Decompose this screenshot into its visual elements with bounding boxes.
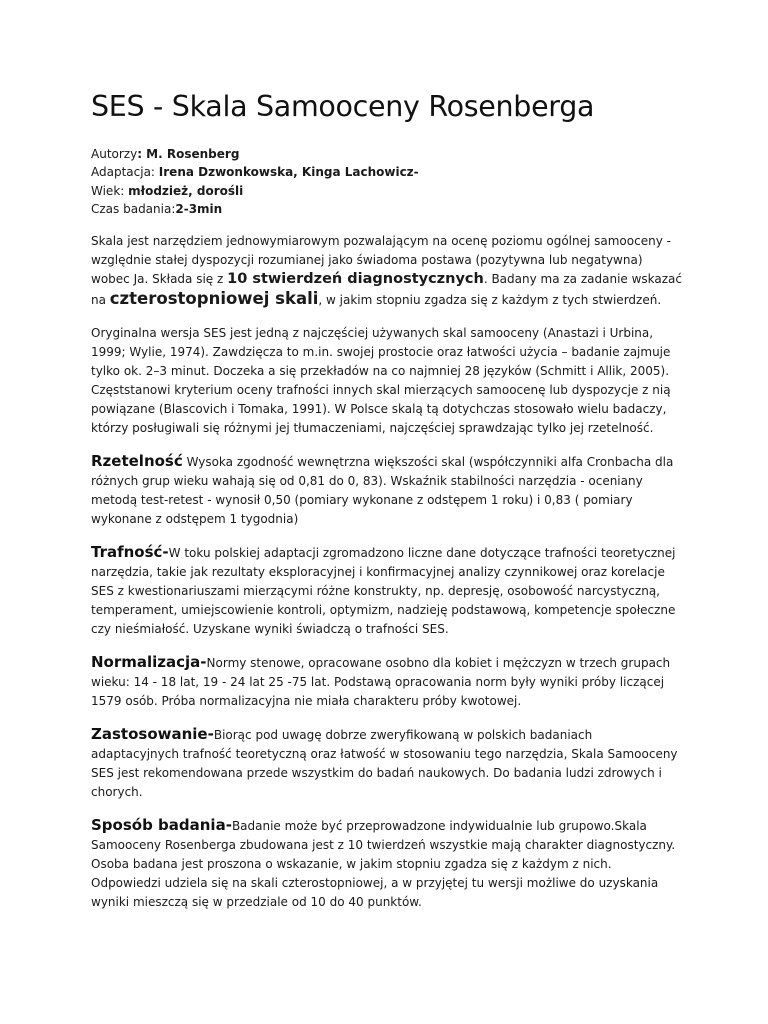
age-label: Wiek: bbox=[91, 183, 129, 198]
intro-text-2: . Badany ma za zadanie wskazać na bbox=[91, 271, 683, 307]
norms-text: Normy stenowe, opracowane osobno dla kobiet i mężczyzn w trzech grupach wieku: 14 - 18 lat, 19 - 24 lat 25 -75 lat. Podstawą opracowania norm były wyniki próby liczącej 1579 osób. Próba normalizacyjna nie miała charakteru próby kwotowej. bbox=[91, 655, 671, 708]
validity-section bbox=[91, 543, 683, 639]
authors-value: : M. Rosenberg bbox=[137, 147, 240, 161]
procedure-section bbox=[91, 816, 683, 912]
application-section bbox=[91, 725, 683, 802]
metadata-block bbox=[91, 145, 683, 219]
reliability-text: Wysoka zgodność wewnętrzna większości skal (współczynniki alfa Cronbacha dla różnych grup wieku wahają się od 0,81 do 0, 83). Wskaźnik stabilności narzędzia - oceniany metodą test-retest - wynosił 0,50 (pomiary wykonane z odstępem 1 roku) i 0,83 ( pomiary wykonane z odstępem 1 tygodnia) bbox=[91, 454, 674, 526]
intro-highlight-scale: czterostopniowej skali bbox=[109, 288, 319, 308]
validity-text: W toku polskiej adaptacji zgromadzono liczne dane dotyczące trafności teoretycznej narzędzia, takie jak rezultaty eksploracyjnej i konfirmacyjnej analizy czynnikowej oraz korelacje SES z kwestionariuszami mierzącymi różne konstrukty, np. depresję, osobowość narcystyczną, temperament, umiejscowienie kontroli, optymizm, nadzieję podstawową, kompetencje społeczne czy nieśmiałość. Uzyskane wyniki świadczą o trafności SES. bbox=[91, 545, 676, 636]
norms-section bbox=[91, 653, 683, 711]
adaptation-label: Adaptacja: bbox=[91, 165, 159, 180]
time-line bbox=[91, 200, 683, 218]
authors-label: Autorzy bbox=[91, 147, 138, 161]
procedure-text: Badanie może być przeprowadzone indywidualnie lub grupowo.Skala Samooceny Rosenberga zbudowana jest z 10 twierdzeń wszystkie mają charakter diagnostyczny. Osoba badana jest proszona o wskazanie, w jakim stopniu zgadza się z każdym z nich. Odpowiedzi udziela się na skali czterostopniowej, a w przyjętej tu wersji możliwe do uzyskania wyniki mieszczą się w przedziale od 10 do 40 punktów. bbox=[91, 818, 676, 909]
age-value: młodzież, dorośli bbox=[128, 183, 244, 198]
application-heading: Zastosowanie- bbox=[91, 724, 214, 743]
time-value: 2-3min bbox=[175, 202, 223, 217]
intro-text-3: , w jakim stopniu zgadza się z każdym z tych stwierdzeń. bbox=[318, 292, 662, 307]
adaptation-line bbox=[91, 163, 683, 181]
reliability-heading: Rzetelność bbox=[91, 451, 183, 470]
validity-heading: Trafność- bbox=[91, 542, 169, 561]
time-label: Czas badania: bbox=[91, 202, 176, 217]
norms-heading: Normalizacja- bbox=[91, 652, 207, 671]
reliability-section bbox=[91, 452, 683, 529]
document-page bbox=[91, 88, 683, 912]
application-text: Biorąc pod uwagę dobrze zweryfikowaną w polskich badaniach adaptacyjnych trafność teoretyczną oraz łatwość w stosowaniu tego narzędzia, Skala Samooceny SES jest rekomendowana przede wszystkim do badań naukowych. Do badania ludzi zdrowych i chorych. bbox=[91, 727, 678, 799]
authors-line bbox=[91, 145, 683, 163]
intro-highlight-statements: 10 stwierdzeń diagnostycznych bbox=[227, 270, 484, 287]
document-title: SES - Skala Samooceny Rosenberga bbox=[91, 90, 595, 123]
procedure-heading: Sposób badania- bbox=[91, 815, 232, 834]
original-version-paragraph: Oryginalna wersja SES jest jedną z najczęściej używanych skal samooceny (Anastazi i Urbina, 1999; Wylie, 1974). Zawdzięcza to m.in. swojej prostocie oraz łatwości użycia – badanie zajmuje tylko ok. 2–3 minut. Doczeka a się przekładów na co najmniej 28 języków (Schmitt i Allik, 2005). Częststanowi kryterium oceny trafności innych skal mierzących samoocenę lub dyspozycje z nią powiązane (Blascovich i Tomaka, 1991). W Polsce skalą tą dotychczas stosowało wielu badaczy, którzy posługiwali się różnymi jej tłumaczeniami, najczęściej sprawdzając tylko jej rzetelność. bbox=[91, 325, 671, 435]
age-line bbox=[91, 182, 683, 200]
adaptation-value: Irena Dzwonkowska, Kinga Lachowicz- bbox=[158, 165, 419, 180]
intro-text-1: Skala jest narzędziem jednowymiarowym pozwalającym na ocenę poziomu ogólnej samooceny - względnie stałej dyspozycji rozumianej jako świadoma postawa (pozytywna lub negatywna) wobec Ja. Składa się z bbox=[91, 233, 671, 286]
intro-paragraph bbox=[91, 232, 683, 310]
